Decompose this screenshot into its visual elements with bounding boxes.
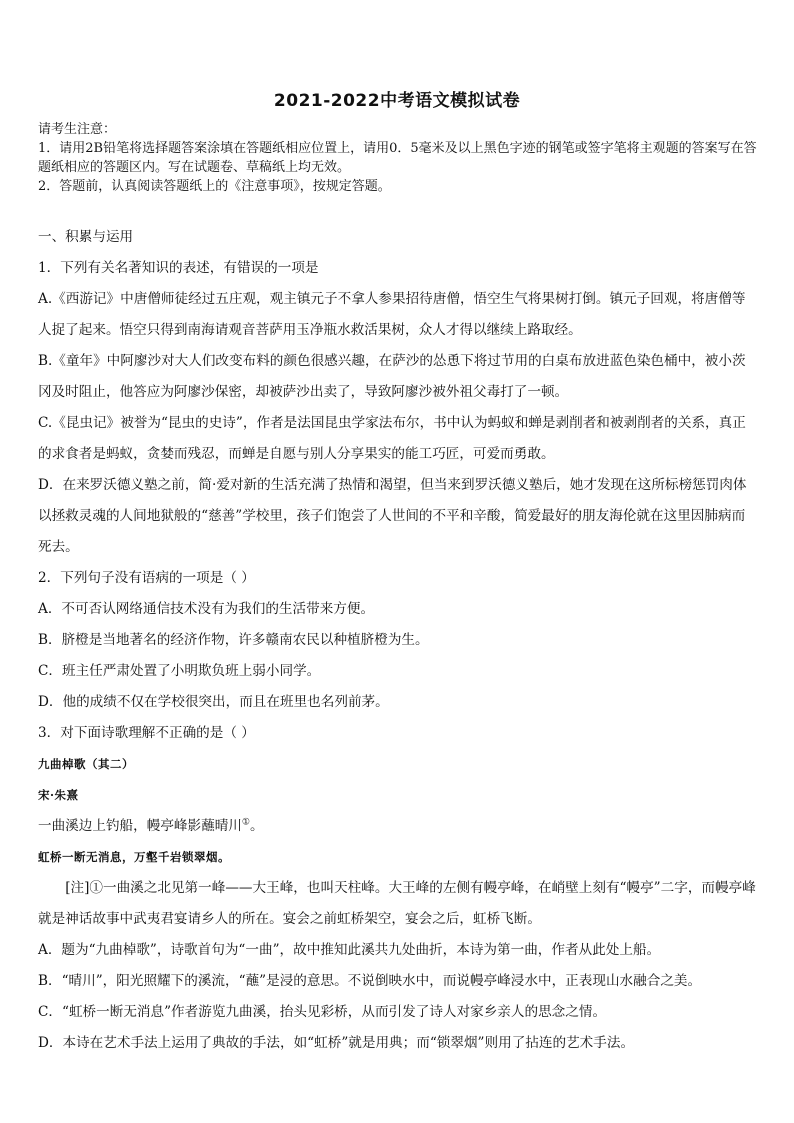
section-heading: 一、积累与运用 [38, 229, 134, 245]
poem-title: 九曲棹歌（其二） [38, 757, 134, 771]
poem-line-1-text: 一曲溪边上钓船，幔亭峰影蘸晴川 [38, 818, 242, 834]
notice-item-1: 1．请用2B铅笔将选择题答案涂填在答题纸相应位置上，请用0．5毫米及以上黑色字迹的钢笔或签字笔将主观题的答案写在答题纸相应的答题区内。写在试题卷、草稿纸上均无效。 [38, 141, 757, 175]
question-3-option-c: C．“虹桥一断无消息”作者游览九曲溪，抬头见彩桥，从而引发了诗人对家乡亲人的思念之情。 [38, 1004, 607, 1020]
question-3-stem: 3．对下面诗歌理解不正确的是（ ） [38, 725, 255, 741]
notice-block [38, 120, 758, 196]
poem-line-1 [38, 811, 758, 842]
poem-line-2: 虹桥一断无消息，万壑千岩锁翠烟。 [38, 850, 230, 864]
notice-heading: 请考生注意： [38, 122, 117, 137]
question-2-option-c: C．班主任严肃处置了小明欺负班上弱小同学。 [38, 663, 321, 679]
notice-item-2: 2．答题前，认真阅读答题纸上的《注意事项》，按规定答题。 [38, 179, 391, 194]
poem-annotation: [注]①一曲溪之北见第一峰——大王峰，也叫天柱峰。大王峰的左侧有幔亭峰，在峭壁上刻有“幔亭”二字，而幔亭峰就是神话故事中武夷君宴请乡人的所在。宴会之前虹桥架空，宴会之后，虹桥飞断。 [38, 880, 756, 927]
question-1-option-b: B.《童年》中阿廖沙对大人们改变布料的颜色很感兴趣，在萨沙的怂恿下将过节用的白桌布放进蓝色染色桶中，被小茨冈及时阻止，他答应为阿廖沙保密，却被萨沙出卖了，导致阿廖沙被外祖父毒打了一顿。 [38, 353, 746, 400]
question-2-stem: 2．下列句子没有语病的一项是（ ） [38, 570, 255, 586]
exam-body [38, 222, 758, 1059]
question-3-option-d: D．本诗在艺术手法上运用了典故的手法，如“虹桥”就是用典；而“锁翠烟”则用了拈连的艺术手法。 [38, 1035, 635, 1051]
question-1-option-c: C.《昆虫记》被誉为“昆虫的史诗”，作者是法国昆虫学家法布尔，书中认为蚂蚁和蝉是剥削者和被剥削者的关系，真正的求食者是蚂蚁，贪婪而残忍，而蝉是自愿与别人分享果实的能工巧匠，可爱而勇敢。 [38, 415, 746, 462]
question-3-option-b: B．“晴川”，阳光照耀下的溪流，“蘸”是浸的意思。不说倒映水中，而说幔亭峰浸水中，正表现山水融合之美。 [38, 973, 702, 989]
question-2-option-b: B．脐橙是当地著名的经济作物，许多赣南农民以种植脐橙为生。 [38, 632, 429, 648]
poem-author: 宋·朱熹 [38, 788, 79, 802]
question-1-option-d: D．在来罗沃德义塾之前，简·爱对新的生活充满了热情和渴望，但当来到罗沃德义塾后，她才发现在这所标榜惩罚肉体以拯救灵魂的人间地狱般的“慈善”学校里，孩子们饱尝了人世间的不平和辛酸，简爱最好的朋友海伦就在这里因肺病而死去。 [38, 477, 747, 555]
question-2-option-a: A．不可否认网络通信技术没有为我们的生活带来方便。 [38, 601, 375, 617]
question-2-option-d: D．他的成绩不仅在学校很突出，而且在班里也名列前茅。 [38, 694, 389, 710]
question-1-option-a: A.《西游记》中唐僧师徒经过五庄观，观主镇元子不拿人参果招待唐僧，悟空生气将果树打倒。镇元子回观，将唐僧等人捉了起来。悟空只得到南海请观音菩萨用玉净瓶水救活果树，众人才得以继续上路取经。 [38, 291, 746, 338]
page-title: 2021-2022中考语文模拟试卷 [273, 91, 521, 111]
poem-line-1-end: 。 [249, 818, 264, 834]
question-1-stem: 1．下列有关名著知识的表述，有错误的一项是 [38, 260, 319, 276]
poem-note-mark: ① [241, 817, 250, 828]
question-3-option-a: A．题为“九曲棹歌”，诗歌首句为“一曲”，故中推知此溪共九处曲折，本诗为第一曲，作者从此处上船。 [38, 942, 661, 958]
